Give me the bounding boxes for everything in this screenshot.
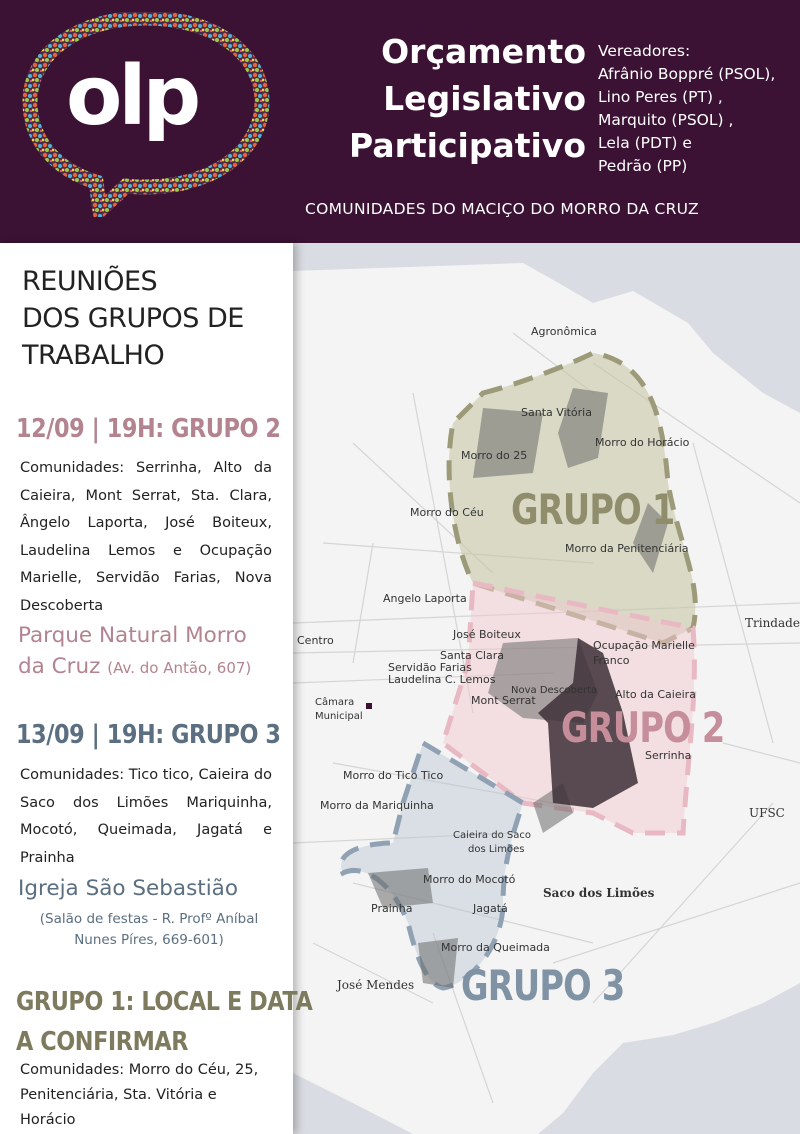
title-line: Orçamento: [381, 32, 586, 71]
map-label: Morro da Mariquinha: [320, 799, 434, 812]
map-label: Morro do Céu: [410, 506, 484, 519]
group2-title: 12/09 | 19H: GRUPO 2: [16, 414, 281, 444]
map-label: José Boiteux: [453, 628, 521, 641]
councillors-line: Pedrão (PP): [598, 157, 688, 175]
logo-text: olp: [66, 49, 198, 144]
map-label: Serrinha: [645, 749, 692, 762]
map-label: Santa Clara: [440, 649, 504, 662]
map-label: Jagatá: [473, 902, 508, 915]
map-label: Nova Descoberta: [511, 685, 598, 696]
group2-address: (Av. do Antão, 607): [107, 659, 252, 677]
map-label: Prainha: [371, 902, 413, 915]
title-line: Participativo: [349, 126, 586, 165]
group1-title-line: GRUPO 1: LOCAL E DATA: [16, 987, 313, 1017]
map-label: Laudelina C. Lemos: [388, 673, 496, 686]
councillors-line: Lino Peres (PT) ,: [598, 88, 723, 106]
map-label: dos Limões: [468, 844, 525, 855]
map-label: Franco: [593, 654, 630, 667]
title-line: Legislativo: [383, 79, 586, 118]
group3-communities: Comunidades: Tico tico, Caieira do Saco dos Limões Mariquinha, Mocotó, Queimada, Jagatá e Prainha: [20, 767, 272, 866]
heading-line: REUNIÕES: [22, 266, 158, 297]
camara-marker-icon: [366, 703, 372, 709]
group2-place: [18, 620, 280, 684]
map-label: Ocupação Marielle: [593, 639, 695, 652]
map-label: Morro do Tico Tico: [343, 769, 444, 782]
map-label: Saco dos Limões: [543, 886, 655, 900]
map-label: Municipal: [315, 711, 363, 722]
header-banner: [0, 0, 800, 243]
map-label: Alto da Caieira: [615, 688, 696, 701]
group3-address: (Salão de festas - R. Profº Aníbal Nunes Píres, 669-601): [39, 911, 259, 948]
group3-title: 13/09 | 19H: GRUPO 3: [16, 720, 281, 750]
map-label: Angelo Laporta: [383, 592, 467, 605]
grupo3-map-label: GRUPO 3: [461, 961, 625, 1010]
group1-communities: Comunidades: Morro do Céu, 25, Penitenciária, Sta. Vitória e Horácio: [20, 1062, 259, 1128]
map-label: Servidão Farias: [388, 661, 472, 674]
map-label: Mont Serrat: [471, 694, 536, 707]
councillors-line: Vereadores:: [598, 42, 691, 60]
group3-place: Igreja São Sebastião: [18, 876, 239, 901]
group1-title-line: A CONFIRMAR: [16, 1027, 189, 1057]
heading-line: DOS GRUPOS DE: [22, 303, 244, 334]
map-label: José Mendes: [337, 978, 415, 992]
map-label: Morro da Queimada: [441, 941, 550, 954]
heading-line: TRABALHO: [22, 340, 165, 371]
map-label: UFSC: [749, 806, 785, 820]
map-label: Agronômica: [531, 325, 597, 338]
map-label: Morro da Penitenciária: [565, 542, 689, 555]
grupo1-map-label: GRUPO 1: [511, 485, 675, 534]
councillors-line: Afrânio Boppré (PSOL),: [598, 65, 776, 83]
grupo2-map-label: GRUPO 2: [561, 703, 725, 752]
communities-heading: COMUNIDADES DO MACIÇO DO MORRO DA CRUZ: [305, 200, 699, 218]
map-label: Câmara: [315, 697, 355, 708]
map-area: [293, 243, 800, 1134]
map-label: Morro do Mocotó: [423, 873, 516, 886]
map-label: Centro: [297, 634, 334, 647]
councillors-line: Marquito (PSOL) ,: [598, 111, 734, 129]
councillors-list: [598, 40, 798, 178]
section-heading: [22, 263, 244, 374]
councillors-line: Lela (PDT) e: [598, 134, 692, 152]
group1-title: [16, 982, 312, 1062]
map-label: Morro do 25: [461, 449, 528, 462]
map-label: Santa Vitória: [521, 406, 592, 419]
group2-communities: Comunidades: Serrinha, Alto da Caieira, Mont Serrat, Sta. Clara, Ângelo Laporta, José Boiteux, Laudelina Lemos e Ocupação Marielle, Servidão Farias, Nova Descoberta: [20, 460, 272, 614]
group2-place-name: Parque Natural Morro da Cruz: [18, 623, 247, 679]
map-label: Morro do Horácio: [595, 436, 690, 449]
page-title: [320, 28, 586, 169]
map-label: Trindade: [745, 616, 800, 630]
map-label: Caieira do Saco: [453, 830, 531, 841]
